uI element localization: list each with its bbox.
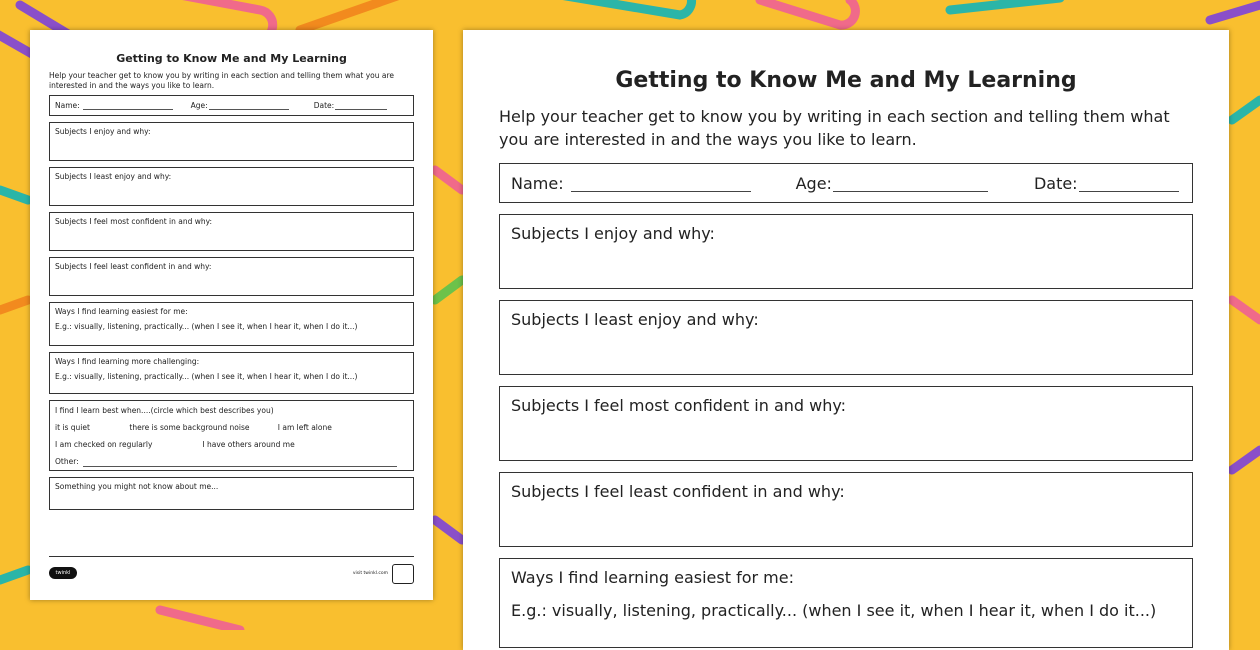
page-title: Getting to Know Me and My Learning: [615, 68, 1077, 93]
section-label: Subjects I least enjoy and why:: [511, 310, 759, 329]
section-box: [499, 300, 1193, 375]
section-box: [49, 477, 414, 510]
certificate-icon: [392, 564, 414, 584]
section-box: [499, 558, 1193, 648]
option-text: I am checked on regularly: [55, 440, 153, 449]
date-line: [335, 101, 387, 110]
section-label: Subjects I feel least confident in and why:: [55, 262, 212, 271]
paperclip-icon: [0, 300, 28, 310]
age-label: Age:: [190, 101, 208, 110]
section-label: Ways I find learning easiest for me:: [55, 307, 188, 316]
paperclip-icon: [0, 190, 28, 200]
paperclip-icon: [300, 0, 400, 30]
worksheet-preview-small: [30, 30, 433, 600]
paperclip-icon: [160, 610, 240, 630]
paperclip-icon: [1232, 450, 1260, 470]
section-box: [49, 122, 414, 161]
section-box: [49, 257, 414, 296]
other-label: Other:: [55, 457, 79, 466]
worksheet-footer: [49, 556, 414, 587]
section-box: [49, 352, 414, 394]
name-age-date-box: [499, 163, 1193, 203]
section-box: [49, 302, 414, 346]
paperclip-icon: [560, 0, 691, 15]
paperclip-icon: [435, 170, 462, 190]
name-line: [571, 174, 751, 192]
name-label: Name:: [511, 173, 564, 193]
worksheet-preview-large: [463, 30, 1229, 650]
paperclip-icon: [950, 0, 1060, 10]
example-text: E.g.: visually, listening, practically... (when I see it, when I hear it, when I do it...): [55, 372, 358, 381]
example-text: E.g.: visually, listening, practically... (when I see it, when I hear it, when I do it...): [55, 322, 358, 331]
option-text: I am left alone: [277, 423, 332, 432]
twinkl-logo: twinkl: [49, 567, 77, 579]
other-line: [83, 458, 397, 467]
section-label: Subjects I enjoy and why:: [55, 127, 151, 136]
paperclip-icon: [435, 280, 462, 300]
paperclip-icon: [760, 0, 855, 25]
section-label: Something you might not know about me...: [55, 482, 219, 491]
section-label: Subjects I enjoy and why:: [511, 224, 715, 243]
paperclip-icon: [0, 570, 28, 580]
section-label: Ways I find learning more challenging:: [55, 357, 200, 366]
section-box: [499, 214, 1193, 289]
paperclip-icon: [1210, 5, 1260, 20]
name-line: [83, 101, 173, 110]
learn-best-box: [49, 400, 414, 471]
intro-text: Help your teacher get to know you by writing in each section and telling them what you are interested in and the ways you like to learn.: [499, 107, 1170, 149]
paperclip-icon: [1232, 300, 1260, 320]
age-line: [209, 101, 289, 110]
section-label: Subjects I feel most confident in and why:: [511, 396, 847, 415]
page-title: Getting to Know Me and My Learning: [116, 52, 347, 65]
age-label: Age:: [795, 173, 832, 193]
age-line: [833, 174, 988, 192]
date-label: Date:: [1033, 173, 1078, 193]
section-label: Subjects I least enjoy and why:: [55, 172, 172, 181]
option-text: there is some background noise: [129, 423, 250, 432]
section-box: [499, 386, 1193, 461]
section-box: [49, 167, 414, 206]
section-box: [49, 212, 414, 251]
example-text: E.g.: visually, listening, practically... (when I see it, when I hear it, when I do it...): [511, 601, 1157, 620]
option-text: it is quiet: [55, 423, 90, 432]
intro-text: Help your teacher get to know you by writing in each section and telling them what you are interested in and the ways you like to learn.: [49, 71, 395, 90]
date-line: [1079, 174, 1179, 192]
paperclip-icon: [1232, 100, 1260, 120]
option-text: I have others around me: [202, 440, 295, 449]
date-label: Date:: [313, 101, 335, 110]
visit-text: visit twinkl.com: [352, 571, 388, 576]
paperclip-icon: [435, 520, 462, 540]
learn-best-label: I find I learn best when....(circle which best describes you): [55, 406, 274, 415]
section-box: [499, 472, 1193, 547]
section-label: Subjects I feel most confident in and why:: [55, 217, 213, 226]
name-age-date-box: [49, 95, 414, 116]
name-label: Name:: [55, 101, 80, 110]
section-label: Ways I find learning easiest for me:: [511, 568, 794, 587]
section-label: Subjects I feel least confident in and why:: [511, 482, 845, 501]
